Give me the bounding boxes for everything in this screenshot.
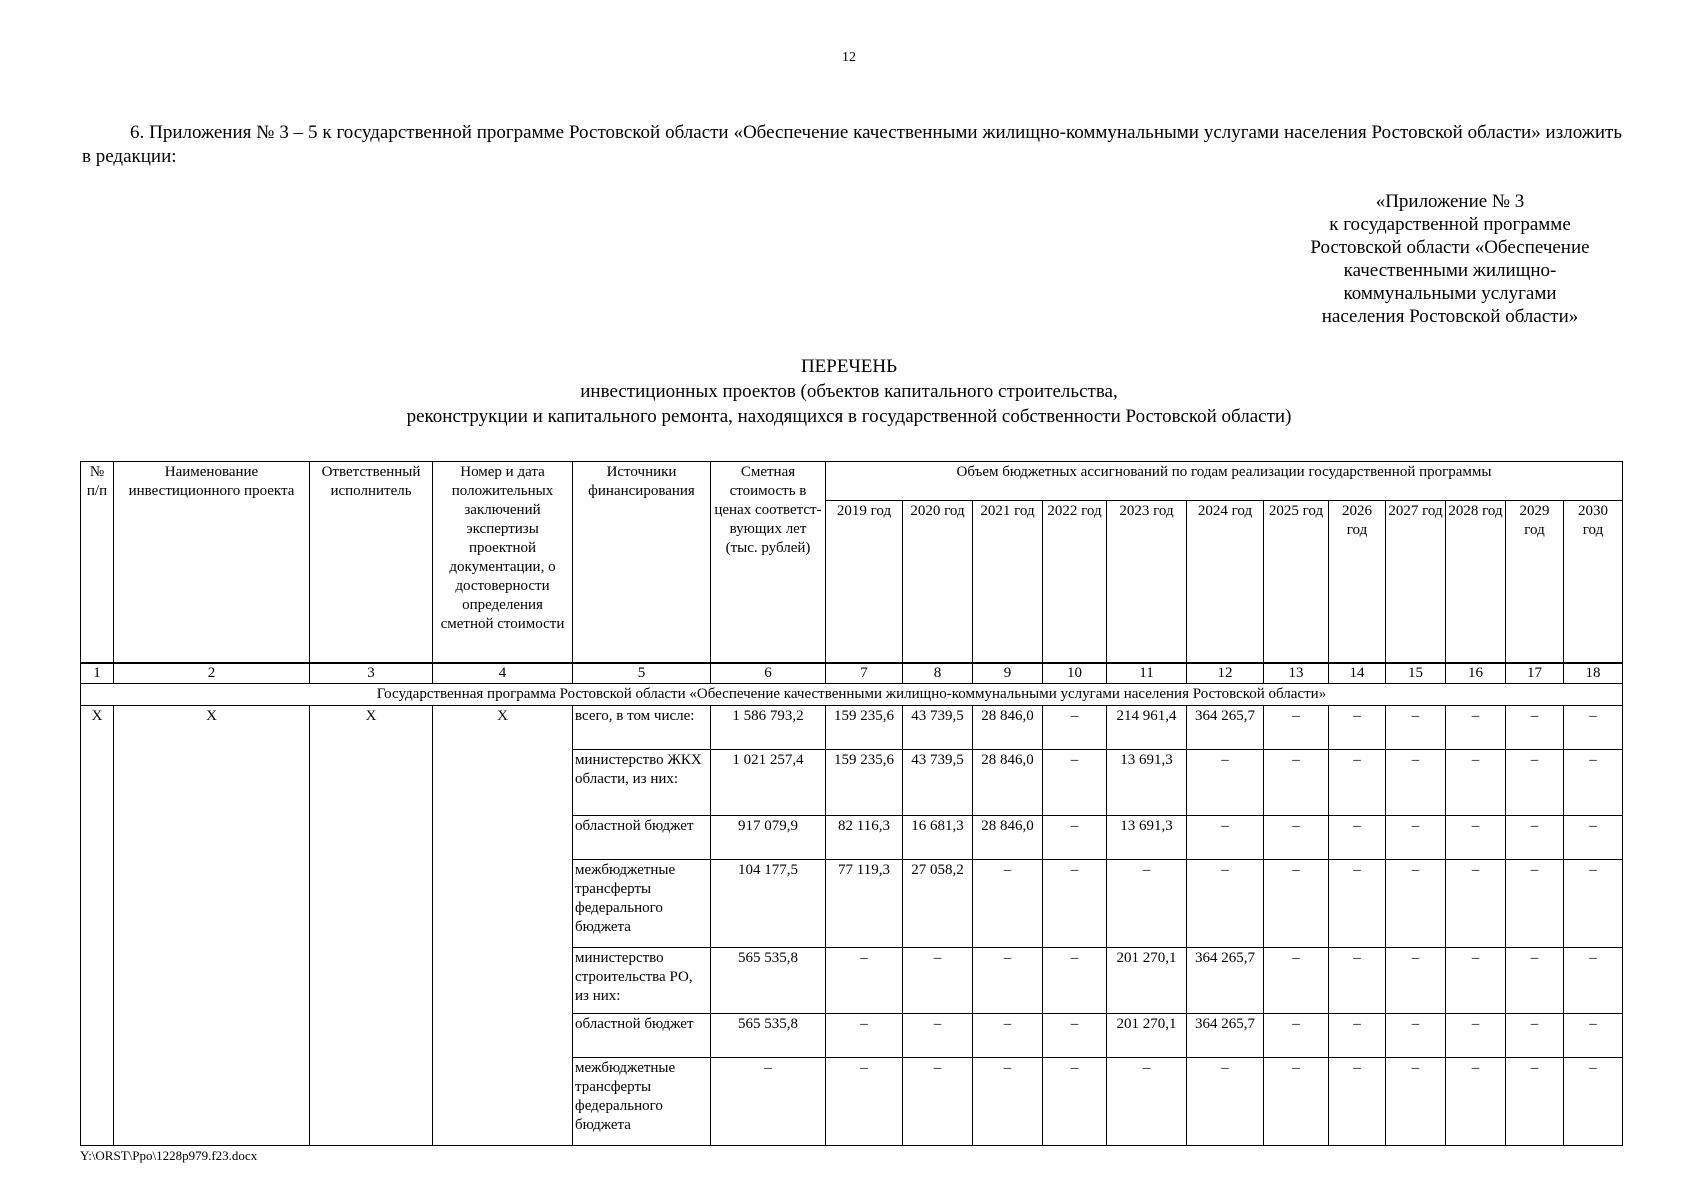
estimated-cost: 1 586 793,2 [711, 705, 826, 749]
year-value: – [903, 1013, 973, 1057]
appendix-line: Ростовской области «Обеспечение [1310, 237, 1590, 258]
appendix-line: «Приложение № 3 [1375, 191, 1525, 212]
header-row [81, 462, 1623, 501]
year-value: – [1564, 1013, 1623, 1057]
header-volume: Объем бюджетных ассигнований по годам реализации государственной программы [826, 462, 1623, 501]
header-year: 2021 год [973, 501, 1043, 663]
funding-source: всего, в том числе: [573, 705, 711, 749]
year-value: 82 116,3 [826, 815, 903, 859]
year-value: – [1187, 815, 1264, 859]
year-value: – [1107, 859, 1187, 947]
year-value: 28 846,0 [973, 705, 1043, 749]
page-number: 12 [842, 50, 856, 65]
investment-projects-table [80, 461, 1623, 1146]
column-number: 6 [711, 663, 826, 684]
funding-source: областной бюджет [573, 815, 711, 859]
column-number: 1 [81, 663, 114, 684]
estimated-cost: 1 021 257,4 [711, 749, 826, 815]
year-value: – [1329, 815, 1386, 859]
year-value: – [1446, 947, 1506, 1013]
year-value: 364 265,7 [1187, 947, 1264, 1013]
appendix-line: качественными жилищно- [1343, 260, 1557, 281]
year-value: 201 270,1 [1107, 1013, 1187, 1057]
year-value: – [1264, 1057, 1329, 1145]
year-value: – [1446, 1057, 1506, 1145]
header-year: 2022 год [1043, 501, 1107, 663]
year-value: – [1264, 749, 1329, 815]
year-value: – [1446, 815, 1506, 859]
x-cell: Х [310, 705, 433, 1145]
year-value: – [1564, 815, 1623, 859]
estimated-cost: – [711, 1057, 826, 1145]
year-value: – [1043, 749, 1107, 815]
funding-source: межбюджетные трансферты федерального бюджета [573, 1057, 711, 1145]
year-value: – [826, 1057, 903, 1145]
year-value: – [1187, 859, 1264, 947]
year-value: 43 739,5 [903, 705, 973, 749]
header-num: № п/п [81, 462, 114, 663]
program-title: Государственная программа Ростовской области «Обеспечение качественными жилищно-коммунальными услугами населения Ростовской области» [81, 683, 1623, 705]
year-value: 364 265,7 [1187, 1013, 1264, 1057]
column-number: 3 [310, 663, 433, 684]
column-number: 5 [573, 663, 711, 684]
data-row [81, 705, 1623, 749]
column-number: 16 [1446, 663, 1506, 684]
year-value: – [826, 947, 903, 1013]
column-number: 12 [1187, 663, 1264, 684]
year-value: – [1564, 1057, 1623, 1145]
appendix-line: коммунальными услугами [1343, 283, 1557, 304]
x-cell: Х [81, 705, 114, 1145]
year-value: – [1043, 705, 1107, 749]
header-year: 2023 год [1107, 501, 1187, 663]
funding-source: областной бюджет [573, 1013, 711, 1057]
year-value: 13 691,3 [1107, 749, 1187, 815]
header-cost: Сметная стоимость в ценах соответст-вующих лет (тыс. рублей) [711, 462, 826, 663]
header-year: 2028 год [1446, 501, 1506, 663]
appendix-line: населения Ростовской области» [1321, 306, 1579, 327]
document-title [0, 354, 1698, 429]
year-value: – [1264, 947, 1329, 1013]
year-value: – [1329, 947, 1386, 1013]
column-number: 13 [1264, 663, 1329, 684]
year-value: – [1329, 859, 1386, 947]
title-heading: ПЕРЕЧЕНЬ [800, 356, 898, 377]
year-value: – [1506, 1013, 1564, 1057]
year-value: – [1386, 1013, 1446, 1057]
column-number: 8 [903, 663, 973, 684]
header-year: 2024 год [1187, 501, 1264, 663]
year-value: – [1564, 859, 1623, 947]
year-value: – [1187, 749, 1264, 815]
year-value: – [973, 1057, 1043, 1145]
column-number: 7 [826, 663, 903, 684]
title-line: реконструкции и капитального ремонта, находящихся в государственной собственности Ростовской области) [406, 406, 1292, 427]
year-value: – [1043, 1013, 1107, 1057]
estimated-cost: 104 177,5 [711, 859, 826, 947]
funding-source: межбюджетные трансферты федерального бюджета [573, 859, 711, 947]
intro-paragraph: 6. Приложения № 3 – 5 к государственной программе Ростовской области «Обеспечение качественными жилищно-коммунальными услугами населения Ростовской области» изложить в редакции: [82, 122, 1622, 167]
year-value: – [1264, 705, 1329, 749]
year-value: 28 846,0 [973, 815, 1043, 859]
year-value: – [1386, 705, 1446, 749]
year-value: 28 846,0 [973, 749, 1043, 815]
header-year: 2027 год [1386, 501, 1446, 663]
year-value: – [826, 1013, 903, 1057]
year-value: – [973, 947, 1043, 1013]
year-value: – [1386, 749, 1446, 815]
header-year: 2026 год [1329, 501, 1386, 663]
year-value: – [1329, 749, 1386, 815]
title-line: инвестиционных проектов (объектов капитального строительства, [580, 381, 1118, 402]
year-value: – [1506, 815, 1564, 859]
estimated-cost: 565 535,8 [711, 947, 826, 1013]
year-value: – [1043, 815, 1107, 859]
estimated-cost: 917 079,9 [711, 815, 826, 859]
year-value: – [903, 947, 973, 1013]
year-value: – [1506, 859, 1564, 947]
header-year: 2030 год [1564, 501, 1623, 663]
header-sources: Источники финансирования [573, 462, 711, 663]
year-value: – [1043, 947, 1107, 1013]
funding-source: министерство ЖКХ области, из них: [573, 749, 711, 815]
column-number: 18 [1564, 663, 1623, 684]
column-number: 2 [114, 663, 310, 684]
year-value: – [1564, 749, 1623, 815]
appendix-caption [1290, 190, 1610, 328]
year-value: – [1446, 705, 1506, 749]
year-value: – [1506, 1057, 1564, 1145]
year-value: – [1506, 947, 1564, 1013]
year-value: – [1043, 1057, 1107, 1145]
year-value: – [1386, 1057, 1446, 1145]
year-value: 364 265,7 [1187, 705, 1264, 749]
column-number-row [81, 663, 1623, 684]
year-value: 214 961,4 [1107, 705, 1187, 749]
year-value: – [1264, 1013, 1329, 1057]
year-value: – [1446, 749, 1506, 815]
year-value: 77 119,3 [826, 859, 903, 947]
header-year: 2029 год [1506, 501, 1564, 663]
header-year: 2025 год [1264, 501, 1329, 663]
year-value: – [1386, 815, 1446, 859]
year-value: – [1264, 859, 1329, 947]
year-value: – [973, 1013, 1043, 1057]
header-name: Наименование инвестиционного проекта [114, 462, 310, 663]
year-value: 27 058,2 [903, 859, 973, 947]
year-value: – [1264, 815, 1329, 859]
header-executor: Ответственный исполнитель [310, 462, 433, 663]
footer-file-path: Y:\ORST\Ppo\1228p979.f23.docx [80, 1148, 258, 1163]
column-number: 9 [973, 663, 1043, 684]
x-cell: Х [114, 705, 310, 1145]
year-value: – [1187, 1057, 1264, 1145]
funding-source: министерство строительства РО, из них: [573, 947, 711, 1013]
column-number: 17 [1506, 663, 1564, 684]
year-value: – [1329, 1057, 1386, 1145]
year-value: – [1564, 947, 1623, 1013]
column-number: 15 [1386, 663, 1446, 684]
x-cell: Х [433, 705, 573, 1145]
year-value: – [1564, 705, 1623, 749]
year-value: – [1329, 1013, 1386, 1057]
year-value: 159 235,6 [826, 749, 903, 815]
column-number: 11 [1107, 663, 1187, 684]
year-value: – [1386, 859, 1446, 947]
appendix-line: к государственной программе [1329, 214, 1571, 235]
column-number: 4 [433, 663, 573, 684]
year-value: – [1506, 705, 1564, 749]
header-year: 2019 год [826, 501, 903, 663]
year-value: – [973, 859, 1043, 947]
year-value: – [1043, 859, 1107, 947]
year-value: 13 691,3 [1107, 815, 1187, 859]
year-value: – [1446, 859, 1506, 947]
year-value: 43 739,5 [903, 749, 973, 815]
program-row [81, 683, 1623, 705]
header-expertise: Номер и дата положительных заключений экспертизы проектной документации, о достоверности определения сметной стоимости [433, 462, 573, 663]
year-value: – [1506, 749, 1564, 815]
year-value: 201 270,1 [1107, 947, 1187, 1013]
year-value: 159 235,6 [826, 705, 903, 749]
year-value: 16 681,3 [903, 815, 973, 859]
estimated-cost: 565 535,8 [711, 1013, 826, 1057]
year-value: – [1386, 947, 1446, 1013]
column-number: 14 [1329, 663, 1386, 684]
year-value: – [1329, 705, 1386, 749]
year-value: – [903, 1057, 973, 1145]
year-value: – [1446, 1013, 1506, 1057]
header-year: 2020 год [903, 501, 973, 663]
column-number: 10 [1043, 663, 1107, 684]
year-value: – [1107, 1057, 1187, 1145]
